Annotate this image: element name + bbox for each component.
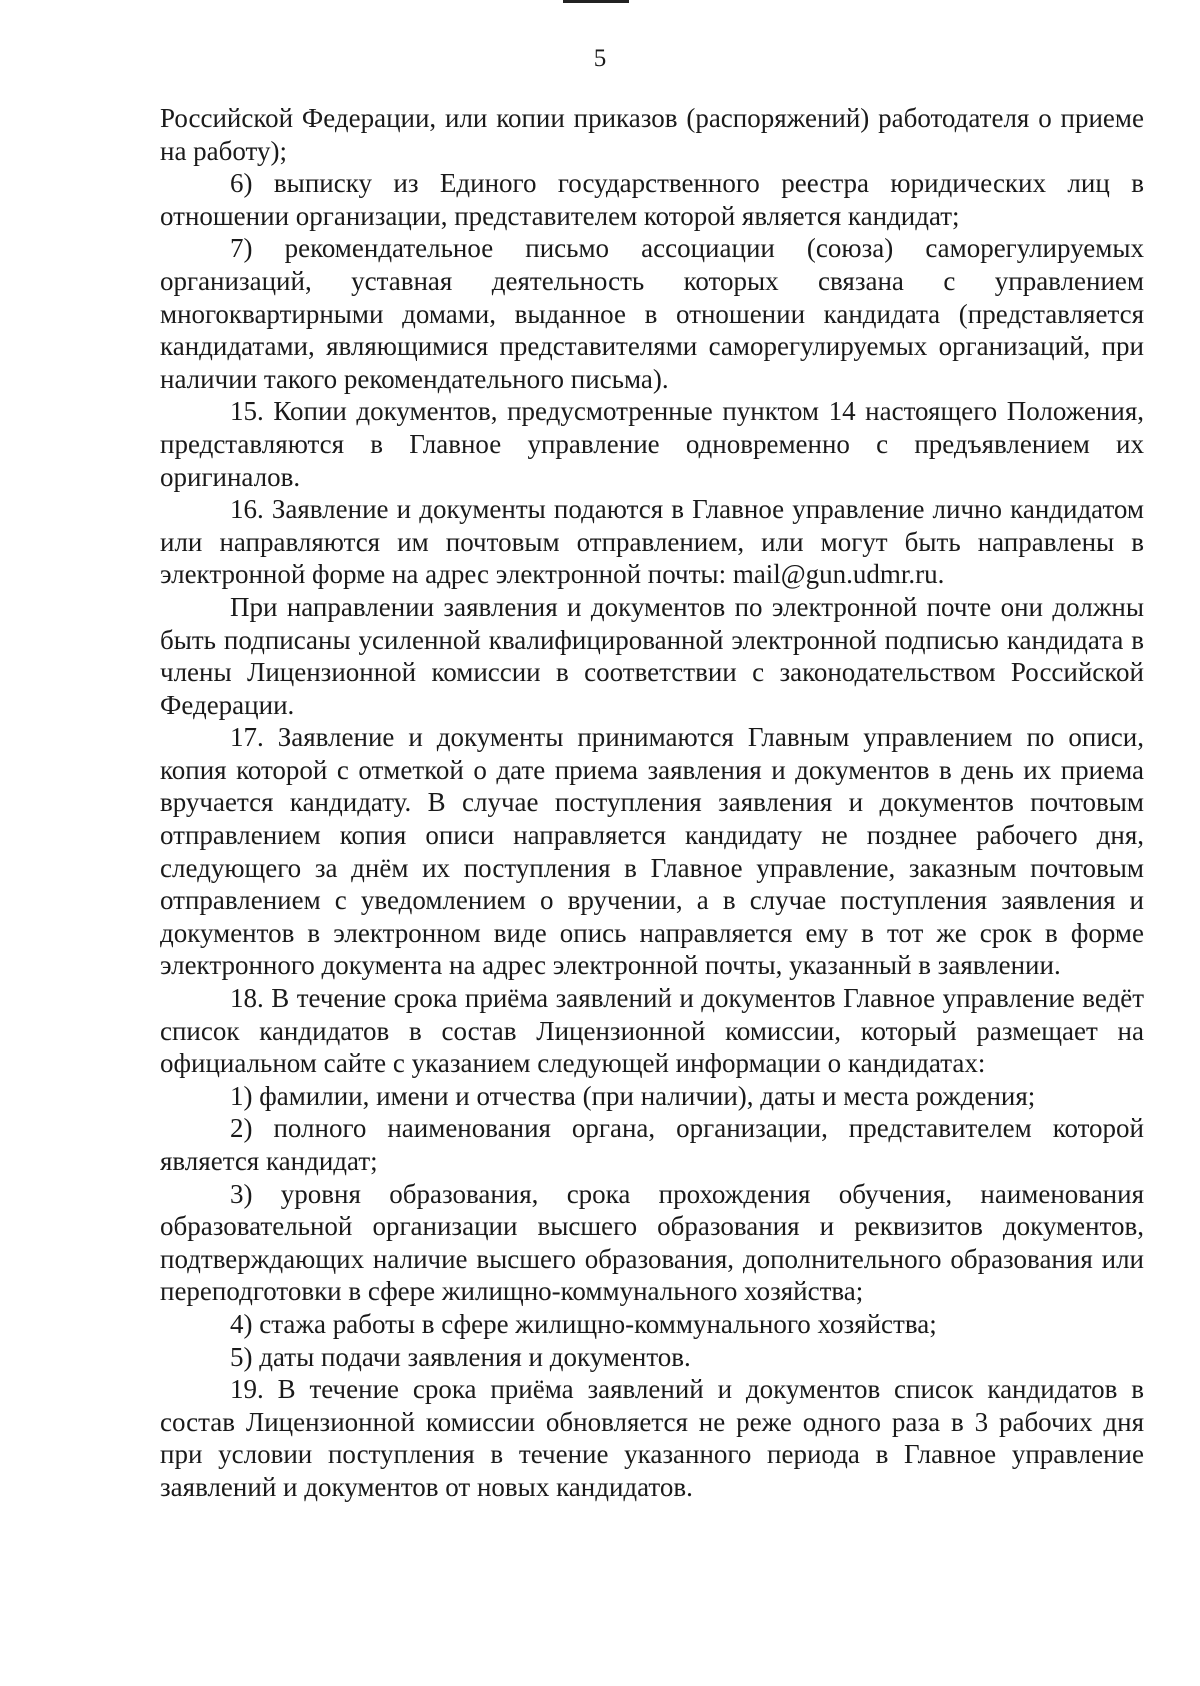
page-number: 5 — [593, 45, 607, 72]
clause-17: 17. Заявление и документы принимаются Главным управлением по описи, копия которой с отметкой о дате приема заявления и документов в день их приема вручается кандидату. В случае поступления заявления и документов почтовым отправлением копия описи направляется кандидату не позднее рабочего дня, следующего за днём их поступления в Главное управление, заказным почтовым отправлением с уведомлением о вручении, а в случае поступления заявления и документов в электронном виде опись направляется ему в тот же срок в форме электронного документа на адрес электронной почты, указанный в заявлении. — [160, 722, 1144, 981]
clause-18-item-5: 5) даты подачи заявления и документов. — [230, 1341, 691, 1372]
clause-16-email-note: При направлении заявления и документов по электронной почте они должны быть подписаны усиленной квалифицированной электронной подписью кандидата в члены Лицензионной комиссии в соответствии с законодательством Российской Федерации. — [160, 591, 1144, 720]
clause-16: 16. Заявление и документы подаются в Главное управление лично кандидатом или направляются им почтовым отправлением, или могут быть направлены в электронной форме на адрес электронной почты: mail@gun.udmr.ru. — [160, 494, 1144, 590]
clause-19: 19. В течение срока приёма заявлений и документов список кандидатов в состав Лицензионной комиссии обновляется не реже одного раза в 3 рабочих дня при условии поступления в течение указанного периода в Главное управление заявлений и документов от новых кандидатов. — [160, 1374, 1144, 1502]
clause-18-item-3: 3) уровня образования, срока прохождения обучения, наименования образовательной организации высшего образования и реквизитов документов, подтверждающих наличие высшего образования, дополнительного образования или переподготовки в сфере жилищно-коммунального хозяйства; — [160, 1178, 1144, 1307]
clause-18-item-4: 4) стажа работы в сфере жилищно-коммунального хозяйства; — [230, 1308, 937, 1339]
list-item-6: 6) выписку из Единого государственного реестра юридических лиц в отношении организации, представителем которой является кандидат; — [160, 168, 1144, 231]
clause-18-item-2: 2) полного наименования органа, организации, представителем которой является кандидат; — [160, 1113, 1144, 1176]
clause-18-item-1: 1) фамилии, имени и отчества (при наличии), даты и места рождения; — [230, 1080, 1036, 1111]
paragraph-continuation: Российской Федерации, или копии приказов (распоряжений) работодателя о приеме на работу); — [160, 103, 1144, 166]
clause-15: 15. Копии документов, предусмотренные пунктом 14 настоящего Положения, представляются в Главное управление одновременно с предъявлением их оригиналов. — [160, 396, 1144, 492]
document-body — [160, 102, 1144, 1504]
top-edge-mark — [563, 0, 629, 3]
clause-18: 18. В течение срока приёма заявлений и документов Главное управление ведёт список кандидатов в состав Лицензионной комиссии, который размещает на официальном сайте с указанием следующей информации о кандидатах: — [160, 983, 1144, 1079]
list-item-7: 7) рекомендательное письмо ассоциации (союза) саморегулируемых организаций, уставная деятельность которых связана с управлением многоквартирными домами, выданное в отношении кандидата (представляется кандидатами, являющимися представителями саморегулируемых организаций, при наличии такого рекомендательного письма). — [160, 233, 1144, 394]
